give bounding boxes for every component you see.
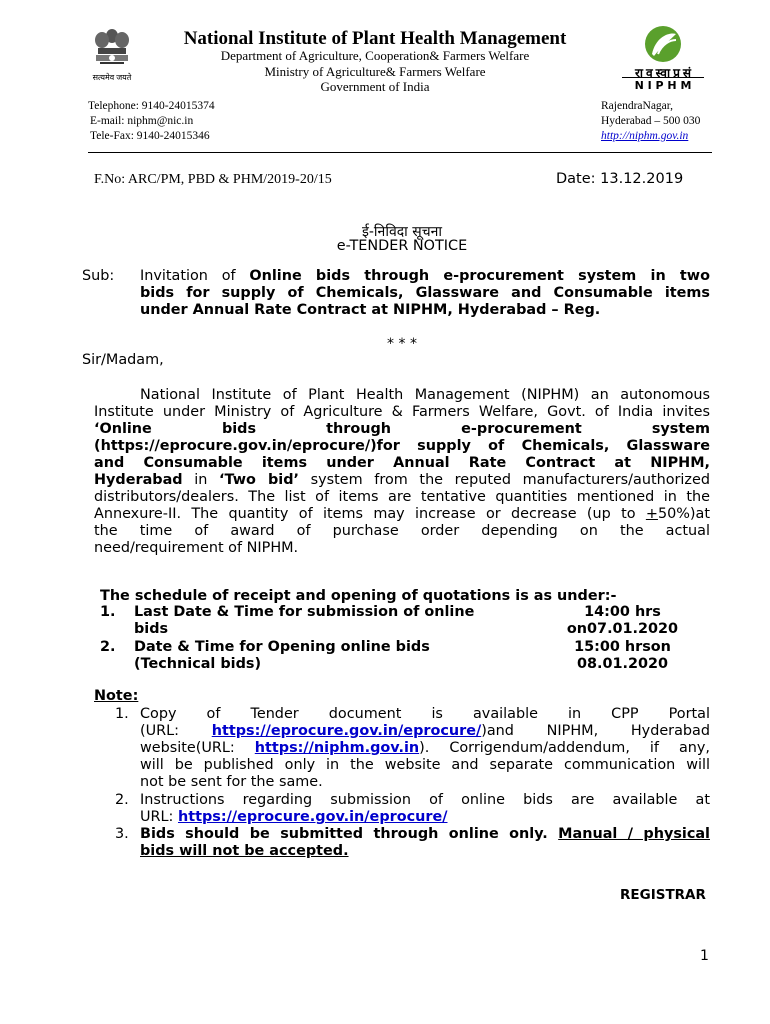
email: E-mail: niphm@nic.in [90,115,194,127]
schedule-item-value-2: 08.01.2020 [576,656,669,672]
org-name: National Institute of Plant Health Management [183,28,567,49]
body-line-6 [94,472,710,489]
niphm-logo [640,24,686,64]
note-3-line-2: bids will not be accepted. [140,843,349,859]
emblem-motto: सत्यमेव जयते [92,73,132,82]
body-line-8-a: Annexure-II. The quantity of items may increase or decrease (up to [94,506,646,522]
body-line-3-word: e-procurement [461,421,582,437]
note-1-line-3 [140,740,710,757]
body-bold-two-bid: ‘Two bid’ [219,472,299,488]
note-number: 2. [115,792,129,808]
body-paragraph [94,387,710,557]
body-line-9: the time of award of purchase order depending on the actual [94,523,710,539]
body-line-3-word: through [326,421,392,437]
header-divider [88,152,712,153]
note-3-underline-1: Manual / physical [558,826,710,842]
schedule-item-desc-2: bids [134,621,169,637]
note-heading: Note: [94,688,139,704]
page-number: 1 [700,948,709,964]
body-line-4: (https://eprocure.gov.in/eprocure/)for supply of Chemicals, Glassware [94,438,710,454]
subject-line-1: Online bids through e-procurement system in two [249,268,710,284]
website-link[interactable]: http://niphm.gov.in [601,130,689,142]
body-line-3-word: ‘Online [94,421,152,437]
schedule-item-number: 1. [100,604,116,620]
subject-line-2: bids for supply of Chemicals, Glassware and Consumable items [140,285,710,301]
note-1-website-prefix: website(URL: [140,740,255,756]
note-item-1 [115,706,710,791]
niphm-logo-text: N I P H M [622,77,704,92]
body-line-8 [94,506,710,523]
file-number: F.No: ARC/PM, PBD & PHM/2019-20/15 [94,172,332,187]
telephone: Telephone: 9140-24015374 [88,100,215,112]
note-1-line-2-rest: )and NIPHM, Hyderabad [481,723,711,739]
note-1-line-2 [140,723,710,740]
note-1-line-4: will be published only in the website and separate communication will [140,757,710,773]
title-hindi: ई-निविदा सूचना [362,224,442,240]
plus-minus: + [645,506,658,522]
address-line-2: Hyderabad – 500 030 [601,115,701,127]
schedule-item-desc-1: Last Date & Time for submission of online [134,604,475,620]
salutation: Sir/Madam, [82,352,164,368]
title: e-TENDER NOTICE [336,238,468,254]
schedule-item-number: 2. [100,639,116,655]
subject-line-3: under Annual Rate Contract at NIPHM, Hyderabad – Reg. [140,302,601,318]
note-number: 3. [115,826,129,842]
body-line-8-b: 50%)at [657,506,710,522]
ministry-line: Ministry of Agriculture& Farmers Welfare [264,64,486,79]
note-1-line-5: not be sent for the same. [140,774,323,790]
note-item-2 [115,792,710,826]
schedule-heading: The schedule of receipt and opening of quotations is as under:- [100,588,617,604]
eprocure-link[interactable]: https://eprocure.gov.in/eprocure/ [211,723,482,739]
government-line: Government of India [320,79,430,94]
schedule-item-desc-1: Date & Time for Opening online bids [134,639,430,655]
body-line-2: Institute under Ministry of Agriculture & Farmers Welfare, Govt. of India invites [94,404,710,420]
letter-date: Date: 13.12.2019 [556,171,684,187]
note-number: 1. [115,706,129,722]
body-bold-hyderabad: Hyderabad [94,472,183,488]
schedule-item-value-1: 15:00 hrson [574,639,671,655]
subject-label: Sub: [82,268,115,284]
schedule-item-value-2: on07.01.2020 [566,621,679,637]
body-line-3-word: system [651,421,710,437]
body-in: in [182,472,220,488]
note-1-line-1: Copy of Tender document is available in CPP Portal [140,706,710,722]
niphm-logo-hindi: रा व स्वा प्र सं [634,66,692,80]
separator-stars: * * * [387,336,417,352]
body-line-6-rest: system from the reputed manufacturers/authorized [298,472,710,488]
body-line-3-word: bids [221,421,257,437]
subject-block [140,268,710,319]
signature-registrar: REGISTRAR [620,887,706,903]
schedule-item-value-1: 14:00 hrs [584,604,661,620]
note-1-line-3-rest: ). Corrigendum/addendum, if any, [419,740,710,756]
body-line-10: need/requirement of NIPHM. [94,540,299,556]
note-3-bold: Bids should be submitted through online only. [140,826,559,842]
niphm-link[interactable]: https://niphm.gov.in [254,740,420,756]
body-line-3 [94,421,710,438]
eprocure-instructions-link[interactable]: https://eprocure.gov.in/eprocure/ [177,809,448,825]
body-line-7: distributors/dealers. The list of items are tentative quantities mentioned in the [94,489,710,505]
address-line-1: RajendraNagar, [601,100,674,112]
body-line-1: National Institute of Plant Health Management (NIPHM) an autonomous [140,387,710,403]
note-item-3 [115,826,710,860]
schedule-item-desc-2: (Technical bids) [134,656,262,672]
subject-lead: Invitation of [140,268,250,284]
note-3-line-1 [140,826,710,843]
note-2-line-2 [140,809,710,826]
telefax: Tele-Fax: 9140-24015346 [90,130,210,142]
department-line: Department of Agriculture, Cooperation& Farmers Welfare [220,48,530,63]
note-2-line-1: Instructions regarding submission of online bids are available at [140,792,710,808]
body-line-5: and Consumable items under Annual Rate Contract at NIPHM, [94,455,710,471]
note-1-url-prefix: (URL: [140,723,212,739]
note-2-url-prefix: URL: [140,809,178,825]
